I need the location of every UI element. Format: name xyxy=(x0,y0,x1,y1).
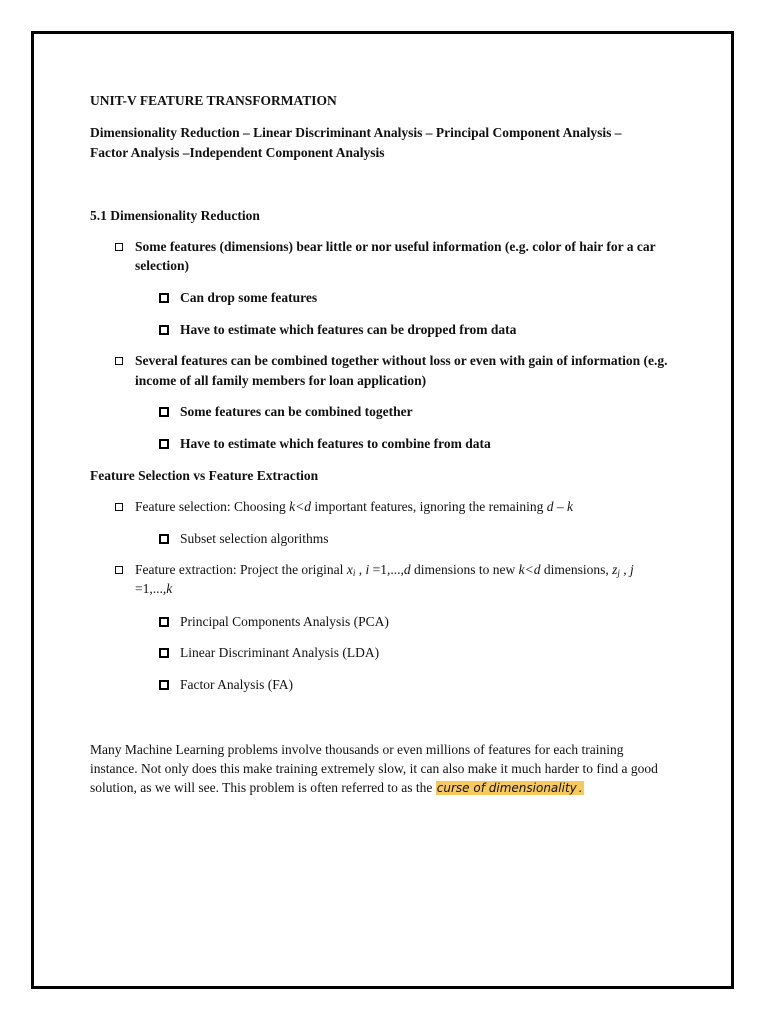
filled-square-bullet-icon xyxy=(159,534,169,544)
unit-title: UNIT-V FEATURE TRANSFORMATION xyxy=(90,93,337,108)
bullet-2-sub-2: Have to estimate which features to combine from data xyxy=(180,436,491,451)
bullet-1-line-2: selection) xyxy=(135,258,189,273)
filled-square-bullet-icon xyxy=(159,648,169,658)
pca-item: Principal Components Analysis (PCA) xyxy=(180,614,389,629)
filled-square-bullet-icon xyxy=(159,325,169,335)
filled-square-bullet-icon xyxy=(159,407,169,417)
curse-of-dimensionality-highlight: curse of dimensionality xyxy=(436,781,577,795)
filled-square-bullet-icon xyxy=(159,293,169,303)
feature-selection-line: Feature selection: Choosing k<d important features, ignoring the remaining d – k xyxy=(135,499,574,514)
bullet-2-sub-1: Some features can be combined together xyxy=(180,404,413,419)
feature-selection-vs-extraction-heading: Feature Selection vs Feature Extraction xyxy=(90,468,319,483)
feature-extraction-line-2: =1,...,k xyxy=(135,581,173,596)
section-heading: 5.1 Dimensionality Reduction xyxy=(90,208,260,223)
filled-square-bullet-icon xyxy=(159,617,169,627)
bullet-2-line-1: Several features can be combined together without loss or even with gain of information (e.g. xyxy=(135,353,668,368)
paragraph-line-2: instance. Not only does this make training extremely slow, it can also make it much harder to find a good xyxy=(90,761,658,776)
bullet-1-sub-2: Have to estimate which features can be dropped from data xyxy=(180,322,517,337)
paragraph-line-1: Many Machine Learning problems involve thousands or even millions of features for each training xyxy=(90,742,624,757)
hollow-square-bullet-icon xyxy=(115,503,123,511)
paragraph-line-3: solution, as we will see. This problem is often referred to as the curse of dimensionality . xyxy=(90,780,583,795)
filled-square-bullet-icon xyxy=(159,680,169,690)
filled-square-bullet-icon xyxy=(159,439,169,449)
topics-line-2: Factor Analysis –Independent Component Analysis xyxy=(90,145,385,160)
hollow-square-bullet-icon xyxy=(115,357,123,365)
bullet-1-line-1: Some features (dimensions) bear little or nor useful information (e.g. color of hair for a car xyxy=(135,239,656,254)
feature-extraction-line-1: Feature extraction: Project the original $x_i$ , i =1,...,d dimensions to new k<d dimensions, $z_j$ , j xyxy=(135,562,634,578)
subset-selection-item: Subset selection algorithms xyxy=(180,531,329,546)
bullet-1-sub-1: Can drop some features xyxy=(180,290,318,305)
hollow-square-bullet-icon xyxy=(115,243,123,251)
hollow-square-bullet-icon xyxy=(115,566,123,574)
bullet-2-line-2: income of all family members for loan application) xyxy=(135,373,427,388)
topics-line-1: Dimensionality Reduction – Linear Discriminant Analysis – Principal Component Analysis – xyxy=(90,125,622,140)
lda-item: Linear Discriminant Analysis (LDA) xyxy=(180,645,380,660)
fa-item: Factor Analysis (FA) xyxy=(180,677,293,692)
